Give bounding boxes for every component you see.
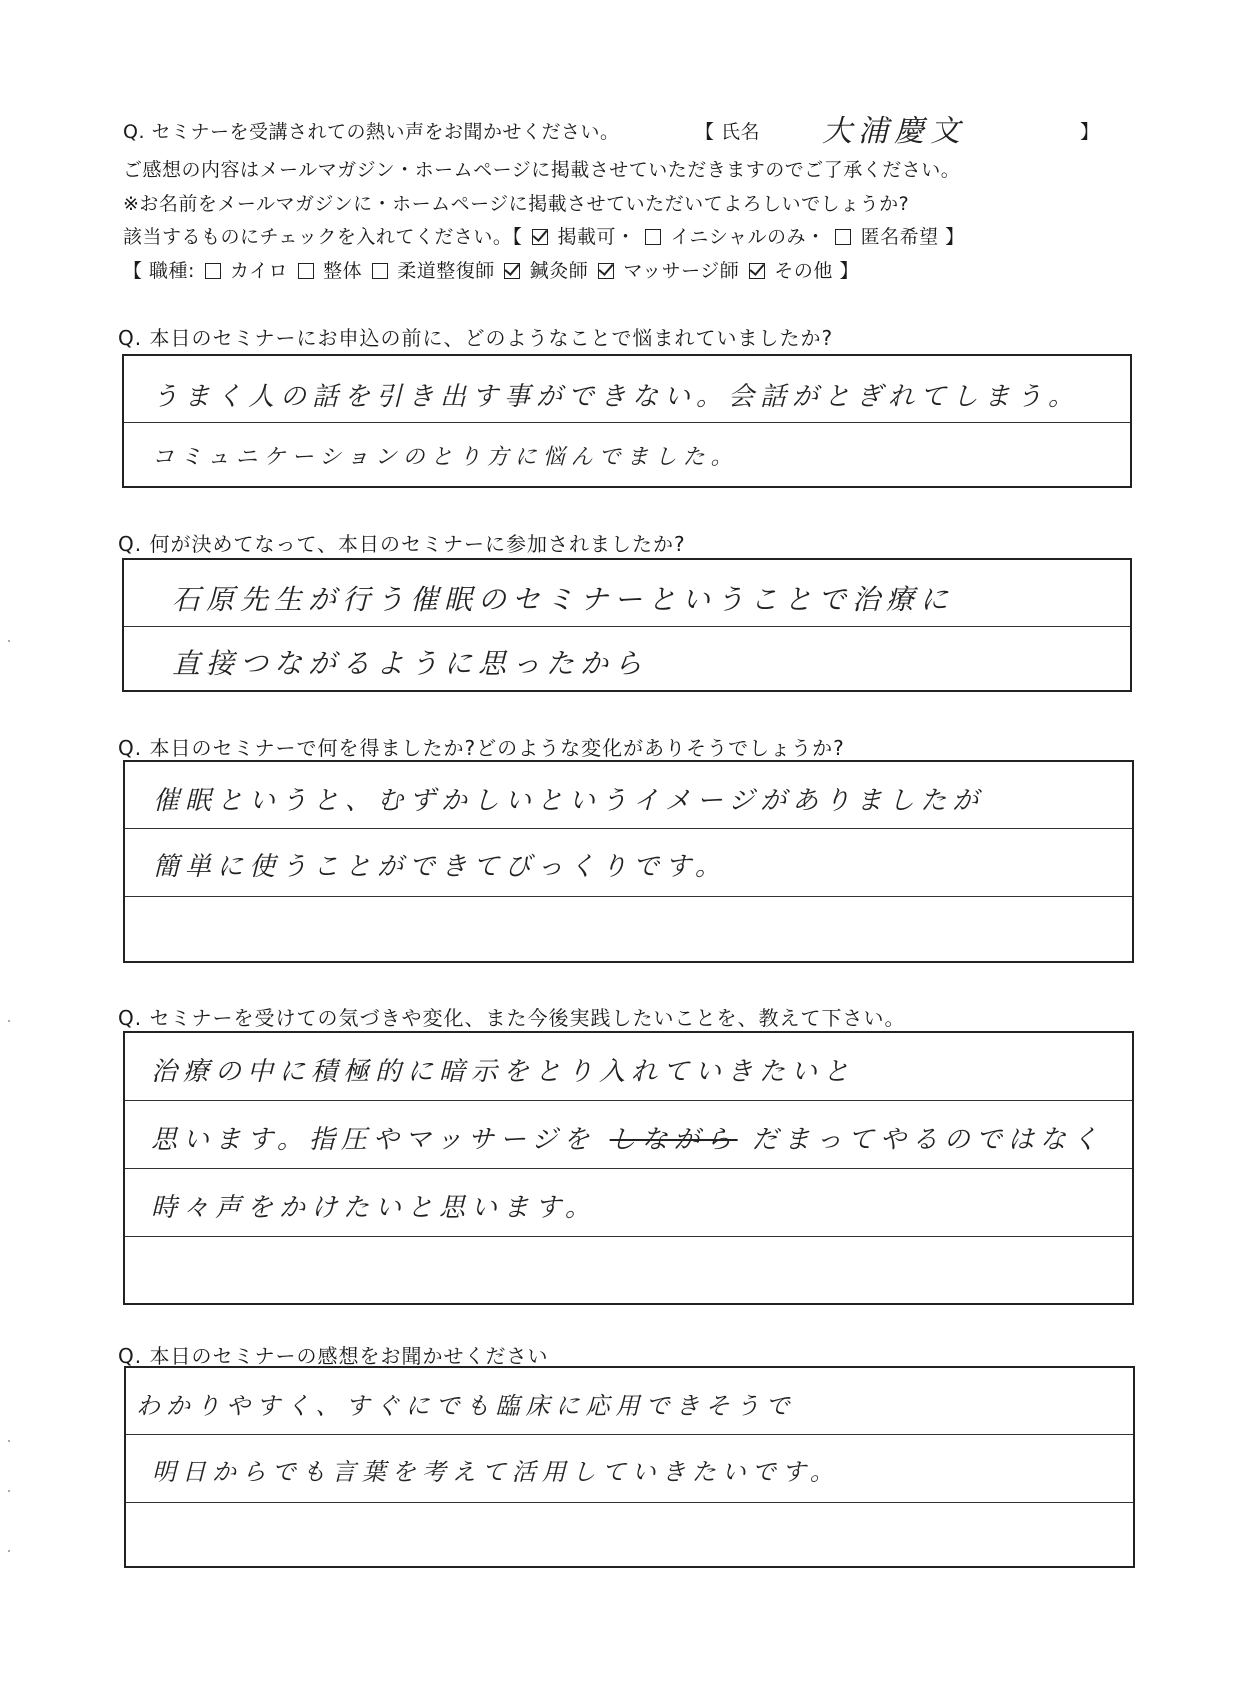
initials-only-checkbox[interactable]: [645, 229, 661, 245]
scan-speck: [8, 1440, 10, 1442]
question-3-title: Q. 本日のセミナーで何を得ましたか?どのような変化がありそうでしょうか?: [118, 736, 845, 760]
scan-speck: [8, 1550, 10, 1552]
question-5-answer-line-1: わかりやすく、すぐにでも臨床に応用できそうで: [136, 1392, 796, 1420]
question-4-answer-box: [123, 1031, 1134, 1305]
name-label: 【 氏名: [695, 121, 761, 143]
publish-options-suffix: 】: [945, 226, 965, 248]
question-2-answer-box: [122, 558, 1132, 692]
judo-therapist-checkbox[interactable]: [372, 263, 388, 279]
question-1-answer-box: [122, 354, 1132, 488]
question-2-answer-line-2: 直接つながるように思ったから: [172, 647, 649, 680]
job-type-prefix: 【 職種:: [123, 260, 195, 282]
other-label: その他: [774, 260, 833, 282]
question-4-answer-line-3: 時々声をかけたいと思います。: [151, 1193, 597, 1223]
question-2-answer-line-1: 石原先生が行う催眠のセミナーということで治療に: [172, 583, 955, 616]
acupuncturist-checkbox[interactable]: [504, 263, 520, 279]
question-4-answer-line-1: 治療の中に積極的に暗示をとり入れていきたいと: [151, 1057, 856, 1087]
name-close: 】: [1080, 121, 1100, 143]
question-1-answer-line-1: うまく人の話を引き出す事ができない。会話がとぎれてしまう。: [152, 382, 1081, 412]
question-5-answer-box: [124, 1366, 1135, 1568]
question-4-title: Q. セミナーを受けての気づきや変化、また今後実践したいことを、教えて下さい。: [118, 1006, 906, 1030]
massage-therapist-checkbox[interactable]: [598, 263, 614, 279]
chiropractic-label: カイロ: [230, 260, 288, 282]
question-4-answer-line-2: [151, 1119, 1104, 1156]
question-3-answer-line-1: 催眠というと、むずかしいというイメージがありましたが: [153, 786, 985, 816]
anonymous-checkbox[interactable]: [835, 229, 851, 245]
question-4-answer-line-2-text: 思います。指圧やマッサージを: [151, 1125, 596, 1155]
publish-allowed-label: 掲載可・: [557, 226, 636, 248]
judo-therapist-label: 柔道整復師: [397, 260, 495, 282]
scan-speck: [8, 1490, 10, 1492]
seitai-label: 整体: [323, 260, 363, 282]
question-1-title: Q. 本日のセミナーにお申込の前に、どのようなことで悩まれていましたか?: [118, 326, 834, 350]
question-3-answer-box: [123, 760, 1134, 963]
publish-allowed-checkbox[interactable]: [532, 229, 548, 245]
chiropractic-checkbox[interactable]: [205, 263, 221, 279]
question-5-answer-line-2: 明日からでも言葉を考えて活用していきたいです。: [152, 1458, 840, 1486]
question-4-answer-line-2-tail: だまってやるのではなく: [751, 1125, 1104, 1155]
job-type-suffix: 】: [839, 260, 859, 282]
question-2-title: Q. 何が決めてなって、本日のセミナーに参加されましたか?: [118, 532, 686, 556]
job-type-row: [123, 256, 859, 283]
question-3-answer-line-2: 簡単に使うことができてびっくりです。: [153, 852, 727, 882]
scan-speck: [8, 640, 10, 642]
consent-notice: ご感想の内容はメールマガジン・ホームページに掲載させていただきますのでご了承ください。: [123, 159, 961, 181]
intro-question: Q. セミナーを受講されての熱い声をお聞かせください。: [123, 121, 620, 143]
initials-only-label: イニシャルのみ・: [670, 226, 826, 248]
anonymous-label: 匿名希望: [860, 226, 939, 248]
question-1-answer-line-2: コミュニケーションのとり方に悩んでました。: [152, 445, 739, 470]
struck-out-text: しながら: [609, 1125, 738, 1155]
acupuncturist-label: 鍼灸師: [529, 260, 589, 282]
massage-therapist-label: マッサージ師: [623, 260, 740, 282]
publish-options-row: [123, 222, 965, 249]
seitai-checkbox[interactable]: [298, 263, 314, 279]
other-checkbox[interactable]: [749, 263, 765, 279]
name-value: 大浦慶文: [822, 114, 966, 149]
scan-speck: [8, 1020, 10, 1022]
name-publish-question: ※お名前をメールマガジンに・ホームページに掲載させていただいてよろしいでしょうか?: [123, 193, 910, 215]
question-5-title: Q. 本日のセミナーの感想をお聞かせください: [118, 1344, 549, 1368]
publish-options-prefix: 該当するものにチェックを入れてください。【: [123, 226, 523, 248]
